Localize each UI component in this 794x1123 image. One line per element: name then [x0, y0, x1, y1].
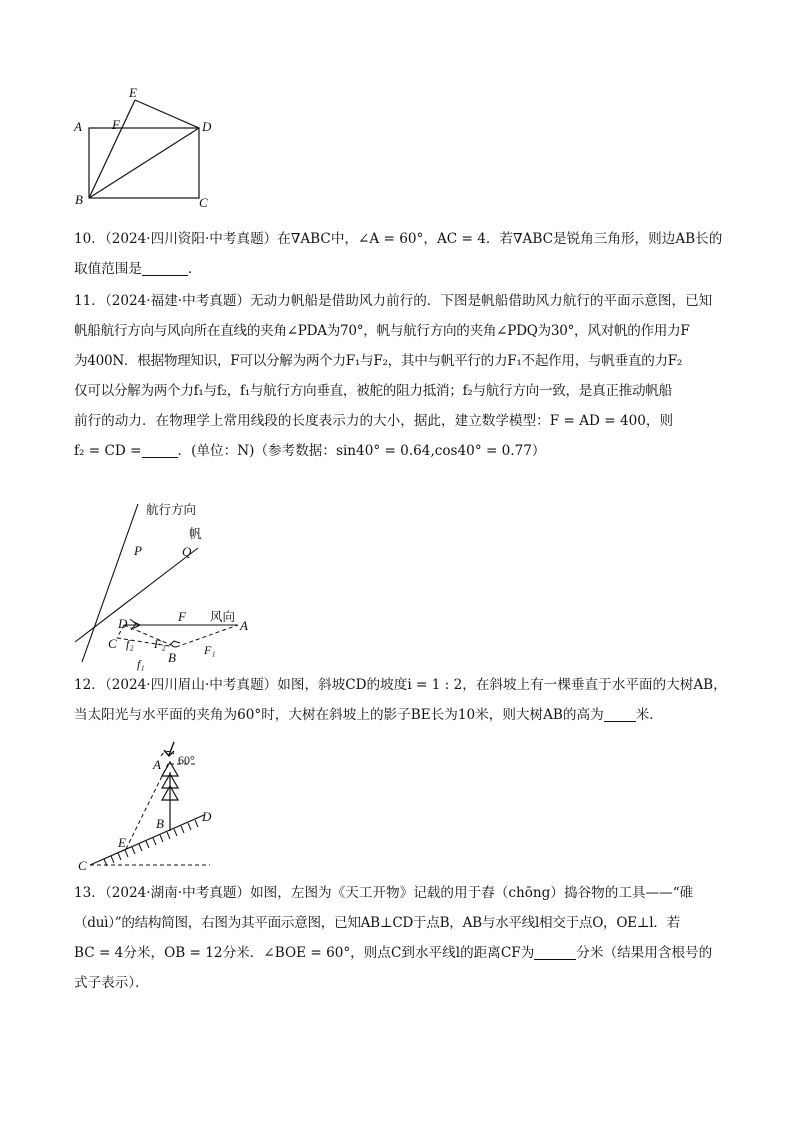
- label-b2: B: [168, 650, 176, 665]
- q12-text-1: 如图，斜坡CD的坡度i = 1 : 2，在斜坡上有一棵垂直于水平面的大树AB，: [277, 677, 727, 693]
- label-a2: A: [240, 618, 248, 633]
- label-b: B: [75, 192, 83, 207]
- label-c2: C: [108, 636, 117, 651]
- label-d3: D: [202, 809, 212, 824]
- q12-text-2: 当太阳光与水平面的夹角为60°时，大树在斜坡上的影子BE长为10米，则大树AB的高为: [74, 707, 604, 723]
- q10-text-2: 取值范围是: [74, 261, 142, 277]
- q11-text-1: 无动力帆船是借助风力前行的．下图是帆船借助风力航行的平面示意图，已知: [250, 293, 713, 309]
- figure-sail-svg: [70, 500, 270, 670]
- label-q: Q: [182, 544, 192, 559]
- question-12: [74, 670, 727, 730]
- q13-text-4: 分米（结果用含根号的: [576, 945, 713, 961]
- q11-text-4: 仅可以分解为两个力f₁与f₂，f₁与航行方向垂直，被舵的阻力抵消；f₂与航行方向一致，是真正推动帆船: [74, 383, 672, 399]
- label-a3: A: [153, 757, 161, 772]
- q10-line-1: [74, 224, 724, 254]
- label-b3: B: [156, 816, 164, 831]
- right-angle-b: [170, 641, 180, 645]
- q11-line-2: [74, 316, 724, 346]
- q12-answer-blank[interactable]: [604, 707, 636, 722]
- q10-text-1: 在∇ABC中，∠A = 60°，AC = 4．若∇ABC是锐角三角形，则边AB长的: [277, 231, 723, 247]
- figure-sail: [70, 500, 270, 670]
- label-wind: 风向: [210, 610, 236, 624]
- q10-answer-blank[interactable]: [142, 261, 188, 276]
- q11-text-6: f₂ = CD =: [74, 443, 142, 459]
- question-13: [74, 878, 724, 998]
- q10-line-2: [74, 254, 724, 284]
- q11-text-2: 帆船航行方向与风向所在直线的夹角∠PDA为70°，帆与航行方向的夹角∠PDQ为30°，风对帆的作用力F: [74, 323, 690, 339]
- sail-line: [75, 548, 198, 642]
- label-f1-small: f₁: [137, 657, 145, 671]
- q10-source: （2024·四川资阳·中考真题）: [104, 231, 278, 247]
- label-a: A: [74, 119, 82, 134]
- label-f2-big: F₂: [154, 637, 166, 651]
- q11-line-6: [74, 436, 724, 466]
- slope-line: [90, 815, 204, 865]
- label-p: P: [134, 543, 142, 558]
- figure-rectangle: [70, 80, 230, 215]
- figure-slope: [70, 742, 230, 872]
- label-sail: 帆: [189, 527, 202, 541]
- q11-text-5: 前行的动力．在物理学上常用线段的长度表示力的大小，据此，建立数学模型：F = AD = 400，则: [74, 413, 674, 429]
- q12-number: 12．: [74, 677, 105, 693]
- q13-text-1: 如图，左图为《天工开物》记载的用于舂（chōng）捣谷物的工具——“碓: [250, 885, 694, 901]
- label-d2: D: [118, 616, 128, 631]
- q12-source: （2024·四川眉山·中考真题）: [104, 677, 278, 693]
- figure-rectangle-svg: [70, 80, 230, 215]
- label-e3: E: [118, 835, 126, 850]
- label-d: D: [202, 119, 212, 134]
- q11-number: 11．: [74, 293, 105, 309]
- label-c3: C: [78, 858, 87, 873]
- q11-text-3: 为400N．根据物理知识，F可以分解为两个力F₁与F₂，其中与帆平行的力F₁不起作用，与帆垂直的力F₂: [74, 353, 683, 369]
- label-e: E: [129, 85, 137, 100]
- q11-answer-blank[interactable]: [142, 443, 178, 458]
- label-f: F: [112, 117, 120, 132]
- q11-text-7: ．(单位：N)（参考数据：sin40° = 0.64,cos40° = 0.77）: [177, 443, 546, 459]
- q10-number: 10．: [74, 231, 105, 247]
- q13-number: 13．: [74, 885, 105, 901]
- label-heading: 航行方向: [146, 503, 197, 517]
- q11-line-4: [74, 376, 724, 406]
- label-f2-small: f₂: [126, 637, 134, 651]
- q11-source: （2024·福建·中考真题）: [104, 293, 251, 309]
- label-c: C: [199, 195, 208, 210]
- q13-text-3: BC = 4分米，OB = 12分米．∠BOE = 60°，则点C到水平线l的距离CF为: [74, 945, 535, 961]
- question-11: [74, 286, 724, 466]
- q13-line-3: [74, 938, 724, 968]
- q13-line-1: [74, 878, 724, 908]
- question-10: [74, 224, 724, 284]
- figure-slope-svg: [70, 742, 230, 872]
- q13-text-5: 式子表示）．: [74, 975, 149, 991]
- label-angle-60: 60°: [178, 753, 195, 767]
- q12-line-1: [74, 670, 727, 700]
- sun-ray-dashed: [126, 764, 168, 849]
- q12-text-3: 米．: [635, 707, 663, 723]
- label-force-f: F: [178, 609, 186, 624]
- sun-arrow-head: [164, 750, 174, 756]
- q13-line-2: [74, 908, 724, 938]
- q11-line-5: [74, 406, 724, 436]
- q13-source: （2024·湖南·中考真题）: [104, 885, 251, 901]
- segment-ed: [135, 100, 199, 128]
- q11-line-1: [74, 286, 724, 316]
- q13-line-4: [74, 968, 724, 998]
- q13-answer-blank[interactable]: [534, 945, 576, 960]
- q12-line-2: [74, 700, 724, 730]
- q10-text-3: ．: [187, 261, 202, 277]
- q13-text-2: （duì）”的结构简图，右图为其平面示意图，已知AB⊥CD于点B，AB与水平线l相交于点O，OE⊥l．若: [74, 915, 680, 931]
- q11-line-3: [74, 346, 724, 376]
- label-f1-big: F₁: [204, 643, 216, 657]
